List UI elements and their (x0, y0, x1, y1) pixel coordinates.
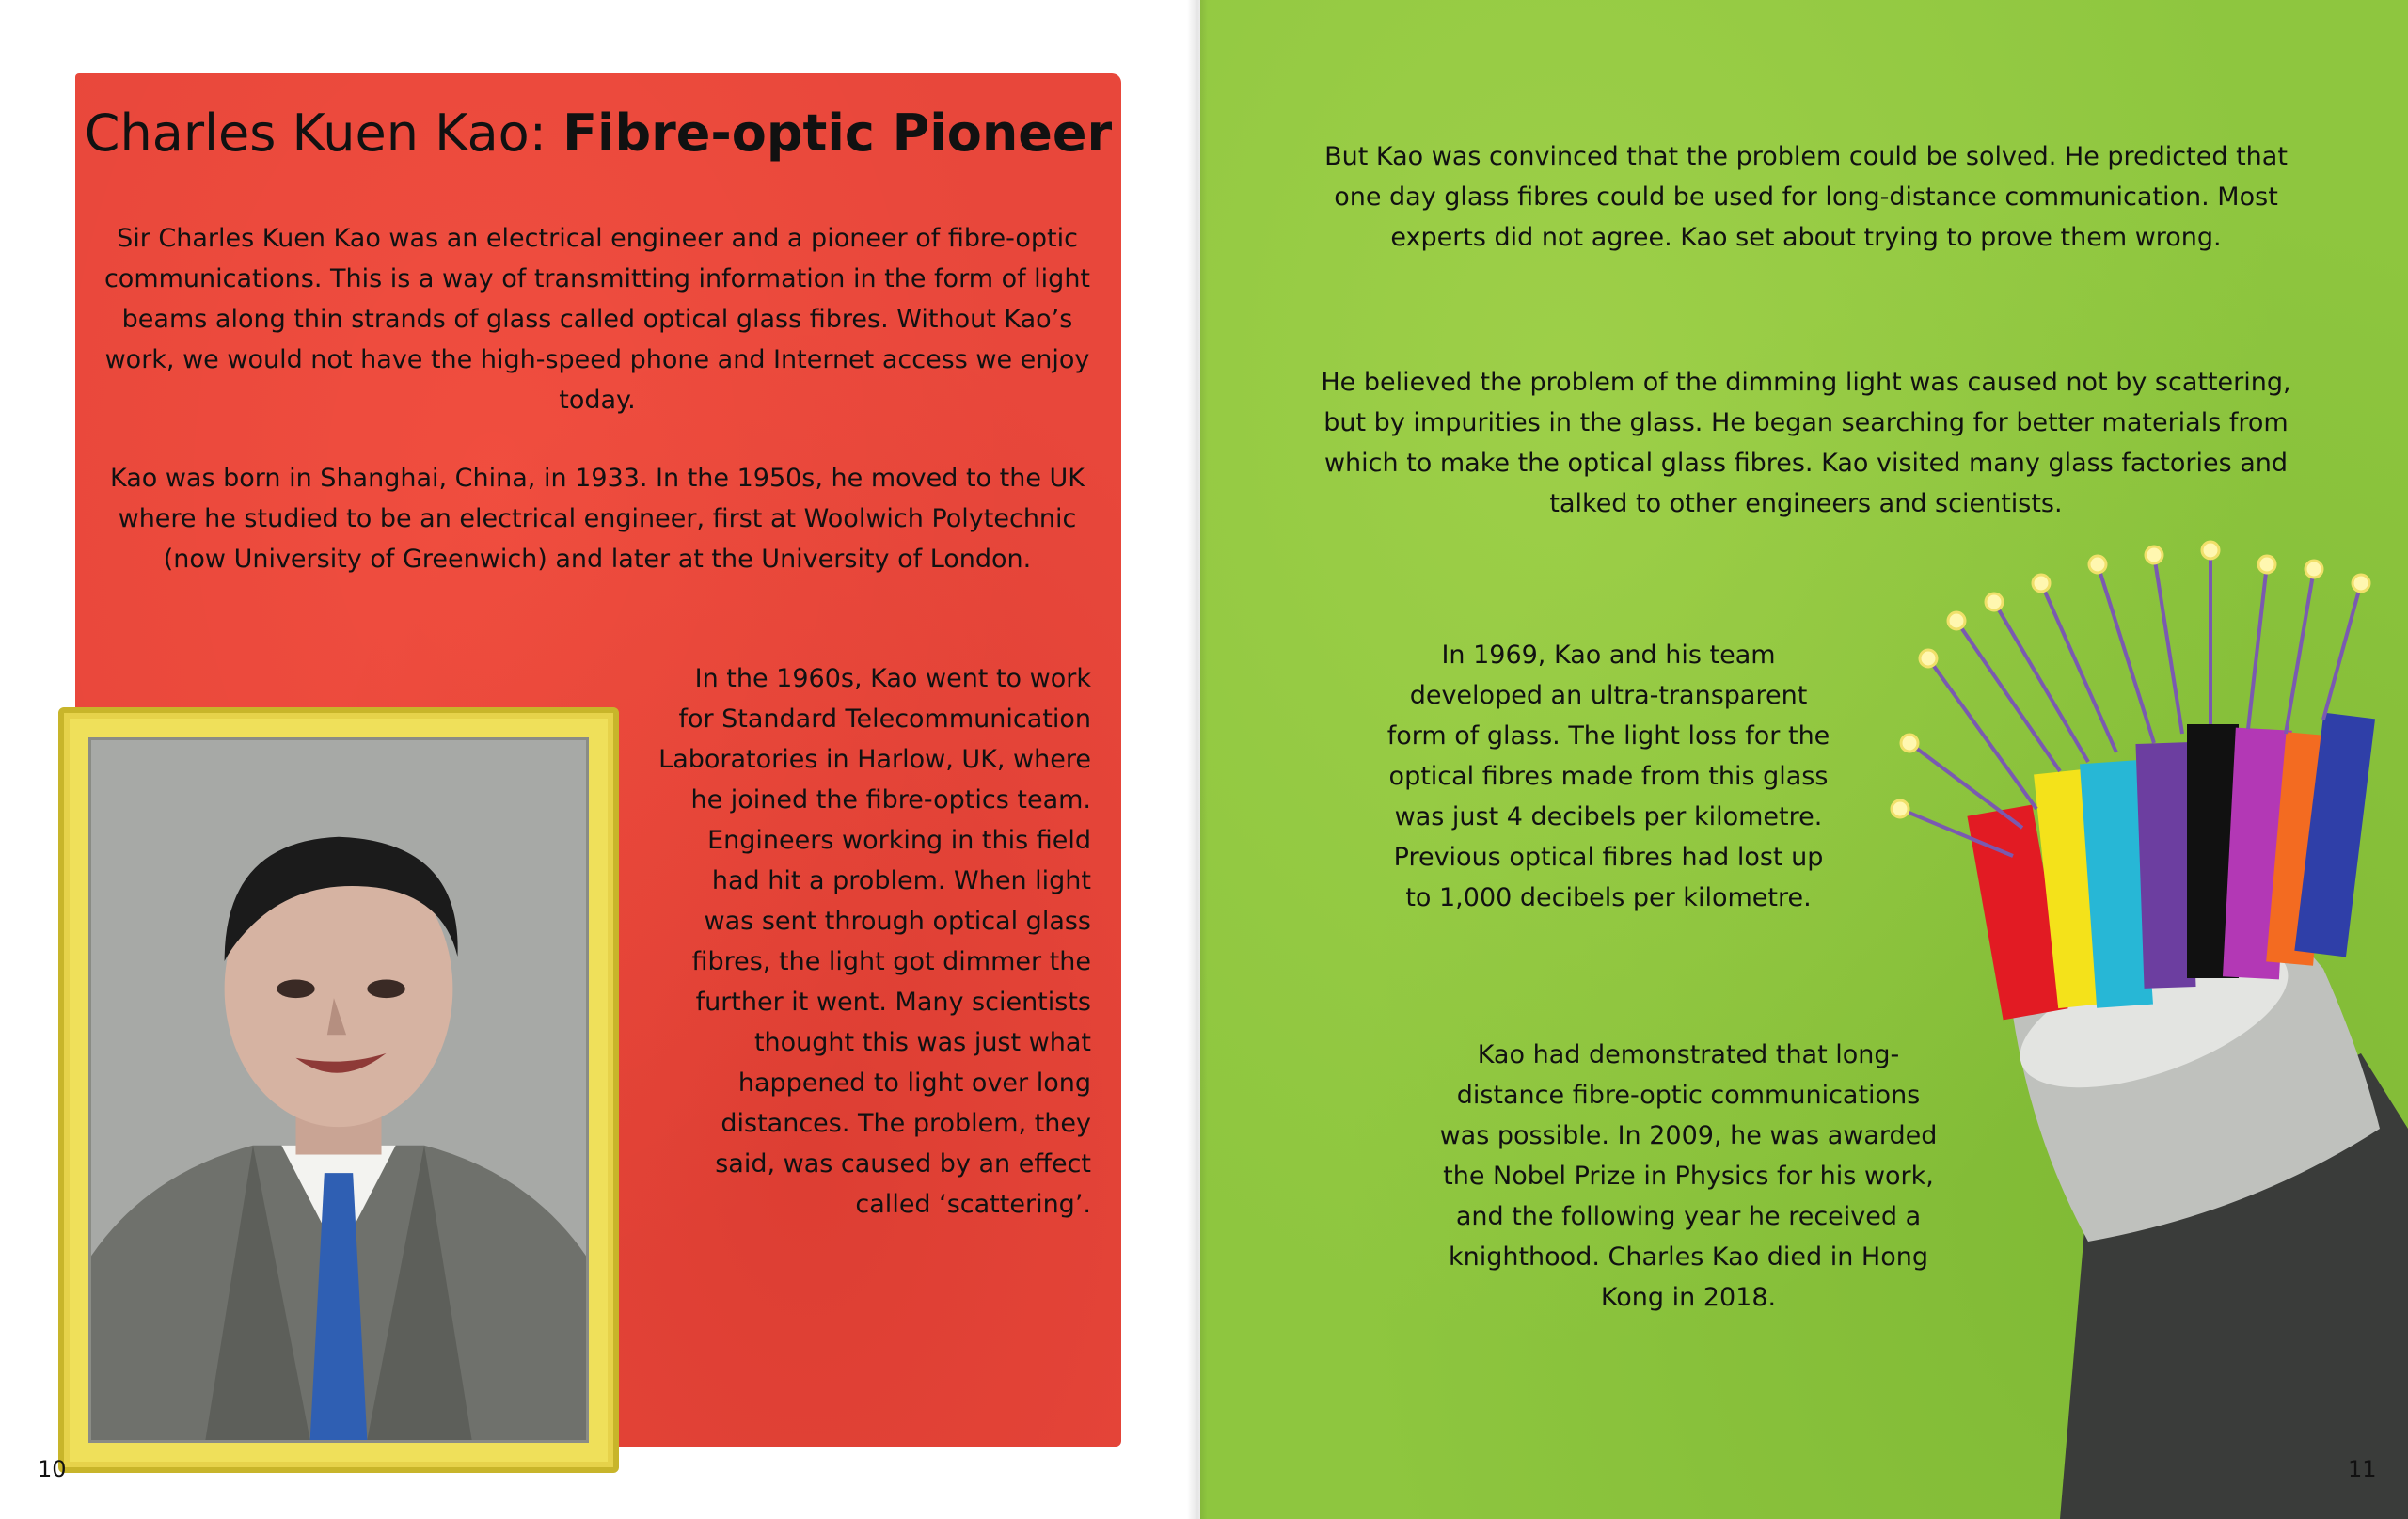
book-gutter (1187, 0, 1208, 1519)
right-paragraph-1: But Kao was convinced that the problem could be solved. He predicted that one day glass fibres could be used for long-distance communication. Most experts did not agree. Kao set about trying to prove them wrong. (1324, 142, 2288, 252)
portrait-frame (58, 707, 619, 1473)
left-paragraph-2: Kao was born in Shanghai, China, in 1933. In the 1950s, he moved to the UK where he studied to be an electrical engineer, first at Woolwich Polytechnic (now University of Greenwich) and later at the University of London. (109, 464, 1085, 574)
left-paragraph-1: Sir Charles Kuen Kao was an electrical engineer and a pioneer of fibre-optic communications. This is a way of transmitting information in the form of light beams along thin strands of glass called optical glass fibres. Without Kao’s work, we would not have the high-speed phone and Internet access we enjoy today. (103, 224, 1091, 415)
title-subtitle: Fibre-optic Pioneer (562, 103, 1113, 163)
right-paragraph-2: He believed the problem of the dimming light was caused not by scattering, but by impurities in the glass. He began searching for better materials from which to make the optical glass fibres. Kao visited many glass factories and talked to other engineers and scientists. (1321, 368, 2291, 518)
page-title (75, 103, 1121, 163)
cable-image (1872, 527, 2408, 1519)
right-paragraph-4: Kao had demonstrated that long-distance fibre-optic communications was possible. In 2009, he was awarded the Nobel Prize in Physics for his work, and the following year he received a knighthood. Charles Kao died in Hong Kong in 2018. (1439, 1040, 1938, 1312)
left-paragraph-3: In the 1960s, Kao went to work for Standard Telecommunication Laboratories in Harlow, UK, where he joined the fibre-optics team. Engineers working in this field had hit a problem. When light was sent through optical glass fibres, the light got dimmer the further it went. Many scientists thought this was just what happened to light over long distances. The problem, they said, was caused by an effect called ‘scattering’. (658, 664, 1091, 1219)
portrait-illustration (88, 737, 589, 1443)
page-number-left: 10 (38, 1456, 67, 1482)
right-paragraph-3: In 1969, Kao and his team developed an ultra-transparent form of glass. The light loss for the optical fibres made from this glass was just 4 decibels per kilometre. Previous optical fibres had lost up to 1,000 decibels per kilometre. (1386, 641, 1830, 912)
portrait-image (91, 740, 586, 1440)
page-number-right: 11 (2348, 1456, 2377, 1482)
fibre-optic-cable-illustration (1872, 527, 2408, 1519)
title-name: Charles Kuen Kao: (84, 103, 563, 163)
